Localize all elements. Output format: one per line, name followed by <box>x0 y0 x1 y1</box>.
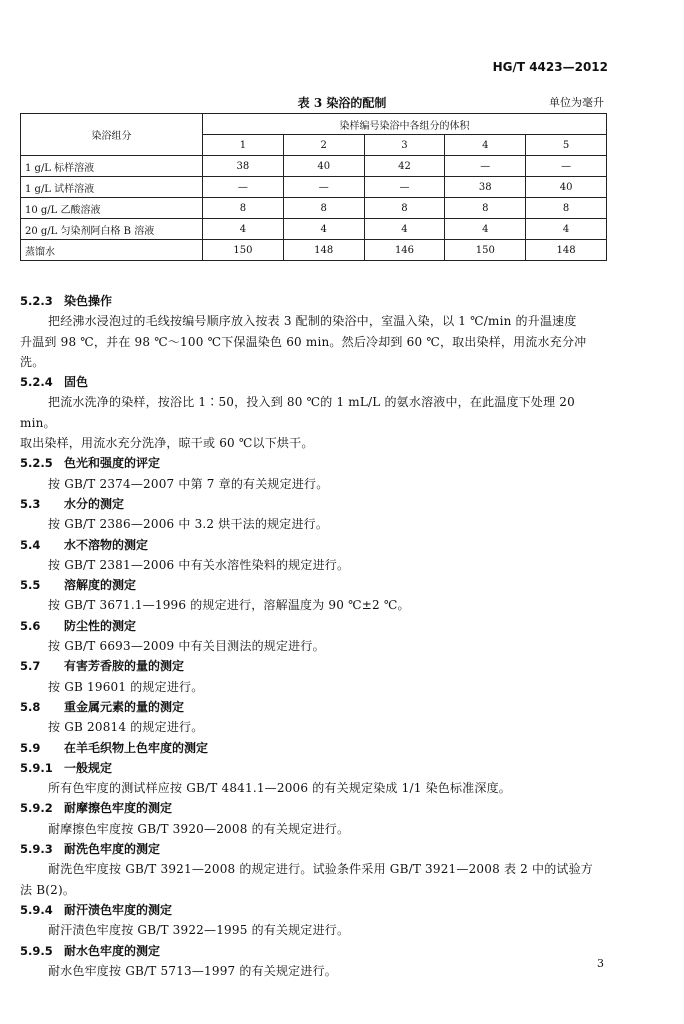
section-title: 色光和强度的评定 <box>64 456 161 471</box>
table-cell: 148 <box>526 240 607 261</box>
table-cell: — <box>364 177 445 198</box>
column-header: 5 <box>526 135 607 156</box>
section-number: 5.9.5 <box>20 943 53 958</box>
table-cell: — <box>526 156 607 177</box>
section-heading-5-2-5 <box>20 453 610 473</box>
paragraph-line: 所有色牢度的测试样应按 GB/T 4841.1—2006 的有关规定染成 1/1 染色标准深度。 <box>48 781 511 796</box>
section-heading-5-9-2 <box>20 798 610 818</box>
section-title: 耐洗色牢度的测定 <box>64 842 161 857</box>
table-cell: 38 <box>445 177 526 198</box>
section-number: 5.2.4 <box>20 375 53 390</box>
section-heading-5-4 <box>20 535 610 555</box>
section-number: 5.8 <box>20 699 41 714</box>
section-number: 5.7 <box>20 659 41 674</box>
table-cell: 4 <box>203 219 284 240</box>
section-title: 固色 <box>64 375 89 390</box>
table-cell: 40 <box>283 156 364 177</box>
paragraph-line: 按 GB/T 6693—2009 中有关目测法的规定进行。 <box>48 639 325 654</box>
section-heading-5-9-5 <box>20 941 610 961</box>
table-cell: 146 <box>364 240 445 261</box>
paragraph-line: 耐洗色牢度按 GB/T 3921—2008 的规定进行。试验条件采用 GB/T 3921—2008 表 2 中的试验方 <box>48 862 594 877</box>
row-header-cell: 染浴组分 <box>21 114 203 156</box>
section-number: 5.2.5 <box>20 456 53 471</box>
table-header-row <box>21 114 607 135</box>
section-heading-5-7 <box>20 656 610 676</box>
section-number: 5.9.2 <box>20 801 53 816</box>
row-label: 10 g/L 乙酸溶液 <box>21 198 203 219</box>
section-number: 5.2.3 <box>20 294 53 308</box>
group-header-cell: 染样编号染浴中各组分的体积 <box>203 114 607 135</box>
paragraph-line: 耐摩擦色牢度按 GB/T 3920—2008 的有关规定进行。 <box>48 821 350 836</box>
paragraph-line: 耐水色牢度按 GB/T 5713—1997 的有关规定进行。 <box>48 963 337 978</box>
section-title: 耐汗渍色牢度的测定 <box>64 902 173 917</box>
row-label: 1 g/L 试样溶液 <box>21 177 203 198</box>
table-row <box>21 240 607 261</box>
section-heading-5-3 <box>20 494 610 514</box>
standard-number: HG/T 4423—2012 <box>492 60 608 74</box>
table-row <box>21 219 607 240</box>
paragraph-line: 把经沸水浸泡过的毛线按编号顺序放入按表 3 配制的染浴中，室温入染，以 1 ℃/min 的升温速度 <box>48 314 577 329</box>
section-heading-5-9-1 <box>20 758 610 778</box>
table-cell: 4 <box>283 219 364 240</box>
paragraph-line: 把流水洗净的染样，按浴比 1∶50，投入到 80 ℃的 1 mL/L 的氨水溶液中，在此温度下处理 20 min。 <box>20 395 575 430</box>
table-cell: 42 <box>364 156 445 177</box>
paragraph-line: 按 GB/T 2386—2006 中 3.2 烘干法的规定进行。 <box>48 517 329 532</box>
table-cell: 150 <box>445 240 526 261</box>
table-caption: 表 3 染浴的配制 <box>297 96 387 110</box>
section-heading-5-6 <box>20 616 610 636</box>
table-cell: — <box>445 156 526 177</box>
paragraph-line: 取出染样，用流水充分洗净，晾干或 60 ℃以下烘干。 <box>20 436 314 451</box>
paragraph-line: 按 GB 20814 的规定进行。 <box>48 720 204 735</box>
paragraph-line: 法 B(2)。 <box>20 882 76 897</box>
section-number: 5.5 <box>20 578 41 593</box>
section-heading-5-2-4 <box>20 372 610 392</box>
row-label: 1 g/L 标样溶液 <box>21 156 203 177</box>
table-cell: 8 <box>526 198 607 219</box>
section-heading-5-5 <box>20 575 610 595</box>
column-header: 2 <box>283 135 364 156</box>
section-number: 5.9 <box>20 740 41 755</box>
table-cell: 4 <box>526 219 607 240</box>
section-title: 染色操作 <box>64 294 113 308</box>
table-row <box>21 177 607 198</box>
section-title: 水分的测定 <box>64 496 125 511</box>
paragraph-line: 按 GB/T 2374—2007 中第 7 章的有关规定进行。 <box>48 476 329 491</box>
column-header: 4 <box>445 135 526 156</box>
section-heading-5-2-3 <box>20 291 610 311</box>
table-cell: 8 <box>445 198 526 219</box>
table-cell: — <box>203 177 284 198</box>
table-cell: 8 <box>364 198 445 219</box>
column-header: 3 <box>364 135 445 156</box>
table-cell: 4 <box>364 219 445 240</box>
section-number: 5.9.4 <box>20 902 53 917</box>
table-cell: 40 <box>526 177 607 198</box>
section-number: 5.3 <box>20 496 41 511</box>
table-cell: 150 <box>203 240 284 261</box>
row-label: 蒸馏水 <box>21 240 203 261</box>
section-title: 耐摩擦色牢度的测定 <box>64 801 173 816</box>
section-heading-5-9 <box>20 738 610 758</box>
table-cell: 8 <box>203 198 284 219</box>
section-title: 水不溶物的测定 <box>64 537 149 552</box>
section-heading-5-9-4 <box>20 900 610 920</box>
section-title: 在羊毛织物上色牢度的测定 <box>64 740 209 755</box>
paragraph-line: 按 GB/T 2381—2006 中有关水溶性染料的规定进行。 <box>48 557 350 572</box>
section-number: 5.6 <box>20 618 41 633</box>
paragraph-line: 升温到 98 ℃，并在 98 ℃～100 ℃下保温染色 60 min。然后冷却到 60 ℃，取出染样，用流水充分冲洗。 <box>20 334 587 369</box>
table-cell: 8 <box>283 198 364 219</box>
section-title: 一般规定 <box>64 760 113 775</box>
section-number: 5.9.1 <box>20 760 53 775</box>
column-header: 1 <box>203 135 284 156</box>
section-heading-5-9-3 <box>20 839 610 859</box>
table-cell: 148 <box>283 240 364 261</box>
section-heading-5-8 <box>20 697 610 717</box>
section-title: 重金属元素的量的测定 <box>64 699 185 714</box>
paragraph-line: 耐汗渍色牢度按 GB/T 3922—1995 的有关规定进行。 <box>48 923 350 938</box>
section-title: 有害芳香胺的量的测定 <box>64 659 185 674</box>
paragraph-line: 按 GB 19601 的规定进行。 <box>48 679 204 694</box>
table-cell: — <box>283 177 364 198</box>
table-cell: 38 <box>203 156 284 177</box>
page-number: 3 <box>597 957 604 970</box>
row-label: 20 g/L 匀染剂阿白格 B 溶液 <box>21 219 203 240</box>
document-body <box>20 291 610 981</box>
table-unit: 单位为毫升 <box>549 96 604 109</box>
dye-bath-table <box>20 113 607 261</box>
section-number: 5.4 <box>20 537 41 552</box>
section-title: 溶解度的测定 <box>64 578 137 593</box>
table-row <box>21 156 607 177</box>
table-row <box>21 198 607 219</box>
paragraph-line: 按 GB/T 3671.1—1996 的规定进行，溶解温度为 90 ℃±2 ℃。 <box>48 598 410 613</box>
section-title: 防尘性的测定 <box>64 618 137 633</box>
table-cell: 4 <box>445 219 526 240</box>
section-title: 耐水色牢度的测定 <box>64 943 161 958</box>
section-number: 5.9.3 <box>20 842 53 857</box>
